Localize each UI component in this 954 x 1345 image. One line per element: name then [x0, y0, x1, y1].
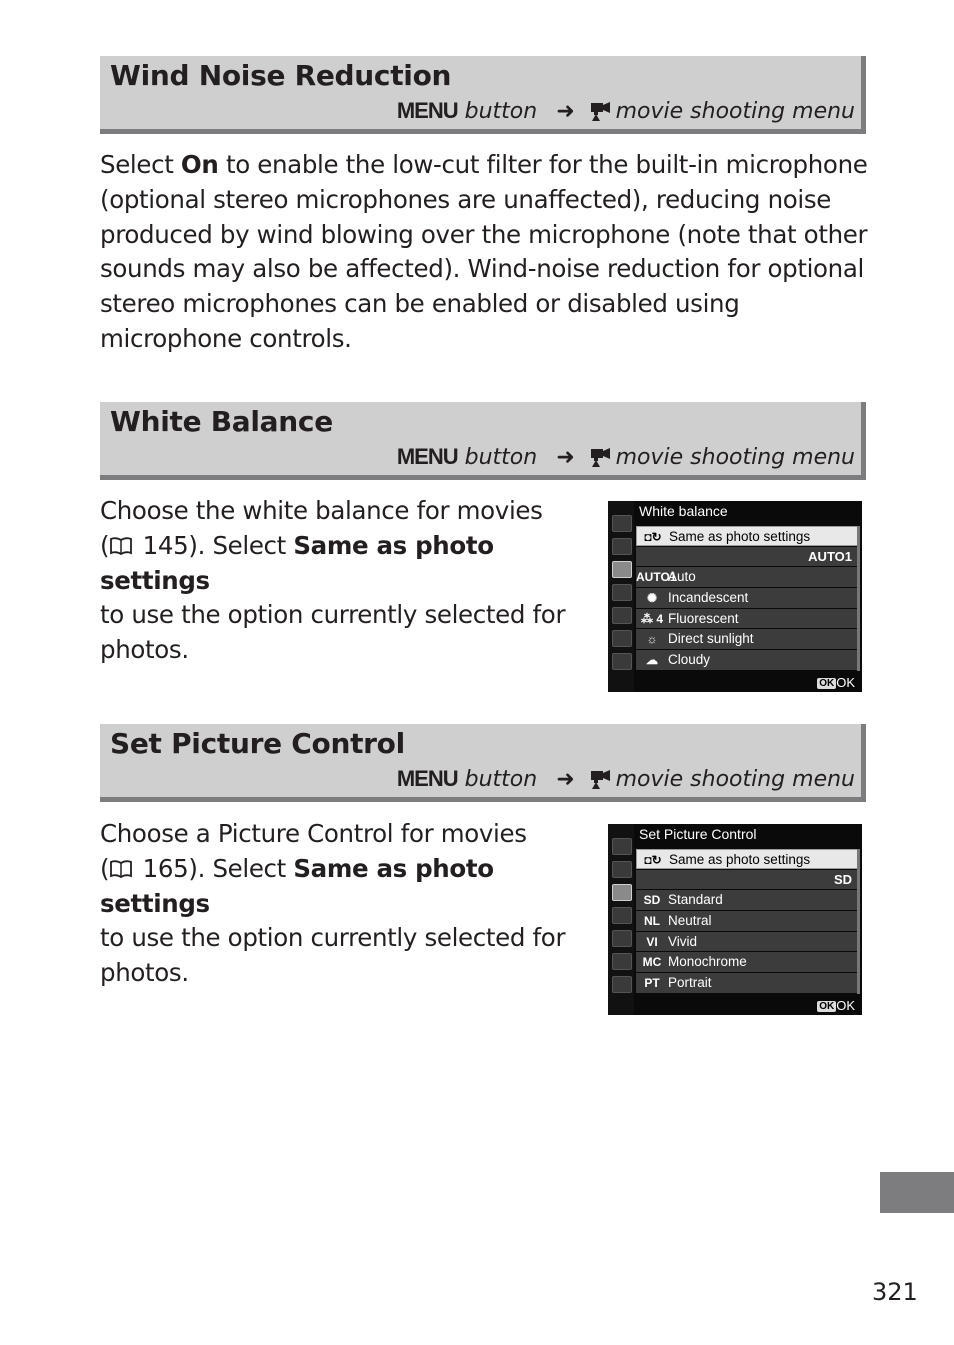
current-value: AUTO1	[636, 547, 858, 567]
my-menu-tab-icon	[612, 653, 632, 670]
text-line: to use the option currently selected for	[100, 600, 566, 630]
camera-menu-tabs	[608, 824, 634, 1015]
section-title: White Balance	[110, 405, 333, 438]
ok-label: OK	[836, 675, 855, 690]
option-vivid[interactable]	[636, 932, 858, 952]
section-header-white-balance	[100, 402, 866, 480]
option-label: Direct sunlight	[668, 631, 754, 647]
option-label: Auto	[668, 569, 696, 585]
picture-control-icon: MC	[642, 955, 662, 970]
movie-camera-icon	[590, 769, 612, 789]
text-line: Choose a Picture Control for movies	[100, 819, 527, 848]
photo-tab-icon	[612, 861, 632, 878]
photo-tab-icon	[612, 538, 632, 555]
text-line: photos.	[100, 635, 189, 665]
option-label: Cloudy	[668, 652, 711, 668]
ok-button-icon: OK	[819, 678, 835, 689]
retouch-tab-icon	[612, 953, 632, 970]
picture-control-icon: SD	[643, 893, 661, 908]
cloud-icon: ☁	[646, 653, 658, 668]
option-same-as-photo: Same as photo settings	[100, 530, 494, 595]
option-same-as-photo-settings[interactable]	[636, 849, 858, 869]
arrow-right-icon: ➜	[556, 99, 575, 124]
camera-screen-white-balance	[608, 501, 862, 692]
option-fluorescent[interactable]	[636, 609, 858, 629]
option-portrait[interactable]	[636, 973, 858, 993]
option-incandescent[interactable]	[636, 588, 858, 608]
movie-tab-icon	[612, 884, 632, 901]
current-value: SD	[636, 870, 858, 890]
incandescent-icon: ✺	[646, 591, 658, 606]
my-menu-tab-icon	[612, 976, 632, 993]
section-header-wind-noise	[100, 56, 866, 134]
arrow-right-icon: ➜	[556, 767, 575, 792]
custom-tab-icon	[612, 584, 632, 601]
option-label: Neutral	[668, 913, 712, 929]
retouch-tab-icon	[612, 630, 632, 647]
text-run: 145). Select	[135, 530, 294, 560]
text-run: Select	[100, 150, 181, 179]
text-run: (	[100, 853, 110, 883]
picture-control-description	[100, 817, 600, 991]
setup-tab-icon	[612, 607, 632, 624]
picture-control-icon: PT	[644, 976, 660, 991]
option-label: Portrait	[668, 975, 712, 991]
section-title: Set Picture Control	[110, 727, 405, 760]
chapter-tab-marker	[880, 1172, 954, 1213]
menu-path-menu-name: movie shooting menu	[615, 445, 855, 470]
page-number: 321	[872, 1278, 918, 1306]
section-title: Wind Noise Reduction	[110, 59, 452, 92]
arrow-right-icon: ➜	[556, 445, 575, 470]
menu-path	[397, 444, 855, 470]
movie-camera-icon	[590, 447, 612, 467]
menu-button-label: MENU	[396, 444, 458, 469]
option-neutral[interactable]	[636, 911, 858, 931]
menu-path-button-word: button	[464, 99, 538, 124]
auto-wb-icon: AUTO1	[636, 570, 677, 585]
section-header-set-picture-control	[100, 724, 866, 802]
option-label: Monochrome	[668, 954, 747, 970]
menu-path-menu-name: movie shooting menu	[615, 99, 855, 124]
movie-tab-icon	[612, 561, 632, 578]
option-label: Same as photo settings	[669, 529, 811, 544]
menu-path	[397, 766, 855, 792]
screen-title: White balance	[639, 503, 728, 519]
camera-link-icon: ◘↻	[644, 530, 662, 544]
option-same-as-photo-settings[interactable]	[636, 526, 858, 546]
option-on: On	[180, 150, 219, 179]
ok-button-icon: OK	[819, 1001, 835, 1012]
custom-tab-icon	[612, 907, 632, 924]
ok-label: OK	[836, 998, 855, 1013]
option-auto[interactable]	[636, 567, 858, 587]
camera-menu-tabs	[608, 501, 634, 692]
playback-tab-icon	[612, 838, 632, 855]
text-line: Choose the white balance for movies	[100, 496, 543, 525]
wind-noise-description	[100, 148, 870, 357]
option-monochrome[interactable]	[636, 952, 858, 972]
screen-title: Set Picture Control	[639, 826, 757, 842]
sun-icon: ☼	[646, 632, 658, 647]
camera-link-icon: ◘↻	[644, 853, 662, 867]
fluorescent-icon: ⁂ 4	[640, 611, 663, 626]
option-label: Incandescent	[668, 590, 749, 606]
ok-hint	[817, 998, 855, 1013]
ok-hint	[817, 675, 855, 690]
option-list	[636, 849, 858, 994]
menu-path-button-word: button	[464, 767, 538, 792]
book-reference-icon	[109, 859, 133, 879]
text-run: (	[100, 530, 110, 560]
option-cloudy[interactable]	[636, 650, 858, 670]
white-balance-description	[100, 494, 600, 668]
text-line	[100, 529, 600, 599]
option-label: Vivid	[668, 933, 698, 949]
camera-screen-picture-control	[608, 824, 862, 1015]
text-line	[100, 852, 600, 922]
setup-tab-icon	[612, 930, 632, 947]
option-label: Same as photo settings	[669, 852, 811, 867]
scrollbar	[857, 849, 860, 994]
option-label: Fluorescent	[668, 610, 739, 626]
option-label: Standard	[668, 892, 723, 908]
option-list	[636, 526, 858, 671]
book-reference-icon	[109, 536, 133, 556]
picture-control-icon: NL	[644, 914, 660, 929]
playback-tab-icon	[612, 515, 632, 532]
menu-path-button-word: button	[464, 445, 538, 470]
text-line: photos.	[100, 958, 189, 988]
option-direct-sunlight[interactable]	[636, 629, 858, 649]
text-line: to use the option currently selected for	[100, 923, 566, 953]
option-same-as-photo: Same as photo settings	[100, 853, 494, 918]
menu-button-label: MENU	[396, 98, 458, 123]
menu-path-menu-name: movie shooting menu	[615, 767, 855, 792]
scrollbar	[857, 526, 860, 671]
movie-camera-icon	[590, 101, 612, 121]
menu-button-label: MENU	[396, 766, 458, 791]
picture-control-icon: VI	[646, 934, 658, 949]
text-run: to enable the low-cut filter for the built-in microphone (optional stereo microphones are unaffected), reducing noise produced by wind blowing over the microphone (note that other sounds may also be affected). Wind-noise reduction for optional stereo microphones can be enabled or disabled using microphone controls.	[100, 150, 868, 353]
text-run: 165). Select	[135, 853, 294, 883]
menu-path	[397, 98, 855, 124]
option-standard[interactable]	[636, 890, 858, 910]
